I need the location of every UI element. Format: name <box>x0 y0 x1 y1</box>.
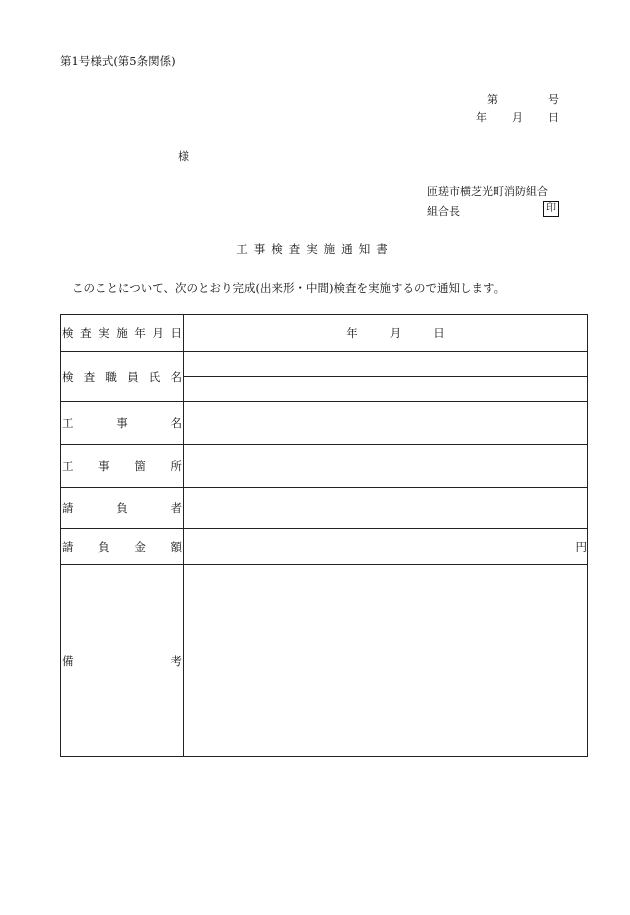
yen-unit: 円 <box>575 539 587 554</box>
label-officer <box>61 352 184 402</box>
issuer-title: 組合長 <box>427 205 460 218</box>
doc-no-prefix: 第 <box>487 93 498 106</box>
label-char: 検 <box>62 369 74 384</box>
label-char: 額 <box>170 539 182 554</box>
label-inspection-date <box>61 315 184 352</box>
label-contractor <box>61 488 184 529</box>
row-amount <box>61 529 588 565</box>
seal-mark: 印 <box>543 201 559 217</box>
label-char: 実 <box>98 326 110 340</box>
label-char: 員 <box>127 369 139 384</box>
document-number <box>487 91 559 107</box>
label-char: 請 <box>62 501 74 515</box>
label-amount <box>61 529 184 565</box>
value-remarks[interactable] <box>184 565 588 757</box>
value-officer[interactable] <box>184 352 588 402</box>
inspection-form-table <box>60 314 588 757</box>
label-char: 箇 <box>134 459 146 473</box>
intro-text: このことについて、次のとおり完成(出来形・中間)検査を実施するので通知します。 <box>72 281 506 295</box>
doc-no-suffix: 号 <box>548 93 559 106</box>
row-work-name <box>61 402 588 445</box>
label-char: 査 <box>83 369 96 384</box>
label-char: 金 <box>134 539 146 554</box>
value-contractor[interactable] <box>184 488 588 529</box>
label-work-name <box>61 402 184 445</box>
label-char: 負 <box>98 539 110 554</box>
label-char: 検 <box>62 326 74 340</box>
label-char: 名 <box>170 369 182 384</box>
label-char: 者 <box>170 501 182 515</box>
date-month: 月 <box>389 326 402 340</box>
date-year: 年 <box>346 326 358 340</box>
label-char: 所 <box>170 459 182 473</box>
doc-date-year: 年 <box>476 111 487 124</box>
value-work-name[interactable] <box>184 402 588 445</box>
label-char: 職 <box>105 369 117 384</box>
officer-name-line-1[interactable] <box>184 352 587 377</box>
label-char: 工 <box>62 459 74 473</box>
document-title: 工事検査実施通知書 <box>236 242 394 256</box>
row-officer <box>61 352 588 402</box>
label-char: 工 <box>62 416 74 430</box>
label-char: 氏 <box>148 369 161 384</box>
label-char: 事 <box>98 459 110 473</box>
officer-name-line-2[interactable] <box>184 377 587 401</box>
form-number: 第1号様式(第5条関係) <box>60 54 176 68</box>
label-remarks <box>61 565 184 757</box>
issuer-organization: 匝瑳市横芝光町消防組合 <box>427 185 548 198</box>
label-char: 施 <box>116 326 128 340</box>
value-work-place[interactable] <box>184 445 588 488</box>
label-char: 事 <box>116 416 128 430</box>
doc-date-month: 月 <box>512 111 523 124</box>
label-char: 名 <box>170 416 182 430</box>
label-char: 年 <box>134 326 146 340</box>
value-amount[interactable] <box>184 529 588 565</box>
date-day: 日 <box>433 326 445 340</box>
label-char: 負 <box>116 501 128 515</box>
label-char: 査 <box>80 326 92 340</box>
row-contractor <box>61 488 588 529</box>
label-work-place <box>61 445 184 488</box>
label-char: 日 <box>170 326 182 340</box>
row-inspection-date <box>61 315 588 352</box>
label-char: 備 <box>62 653 74 668</box>
row-remarks <box>61 565 588 757</box>
label-char: 月 <box>152 326 164 340</box>
doc-date-day: 日 <box>548 111 559 124</box>
value-inspection-date[interactable] <box>184 315 588 352</box>
label-char: 考 <box>170 653 182 668</box>
document-date <box>476 109 559 125</box>
row-work-place <box>61 445 588 488</box>
addressee-suffix: 様 <box>178 150 189 163</box>
label-char: 請 <box>62 539 74 554</box>
